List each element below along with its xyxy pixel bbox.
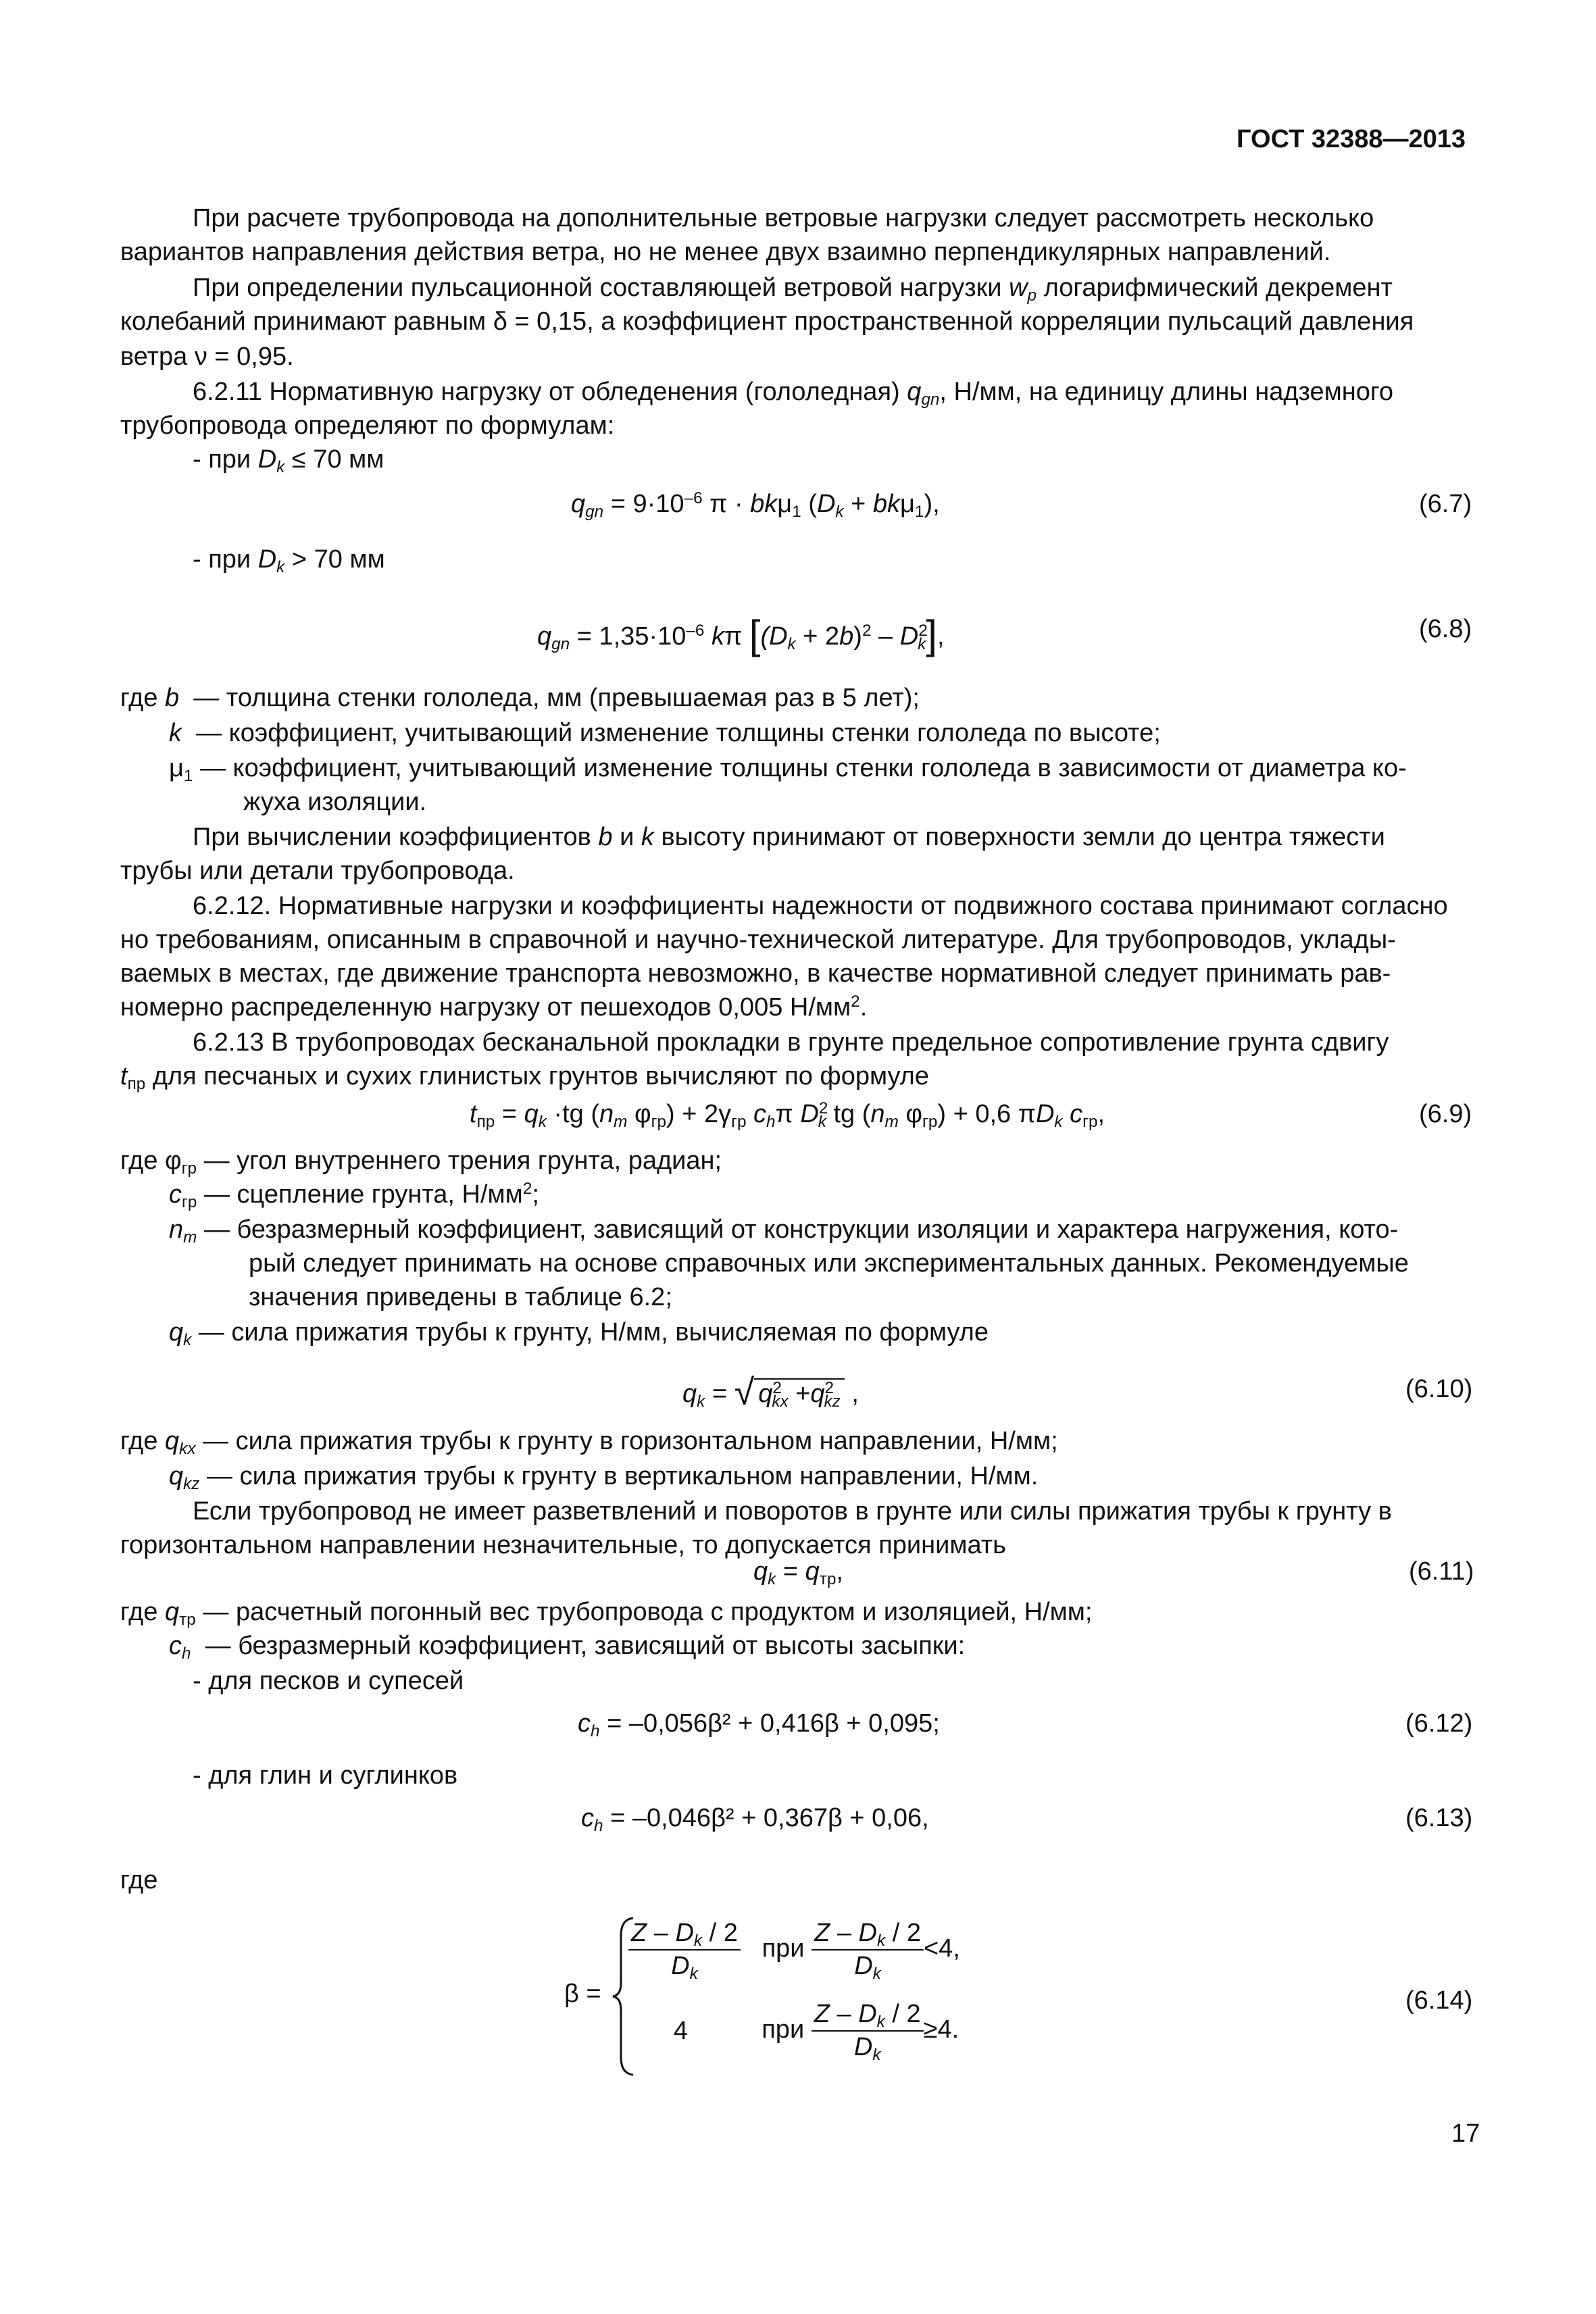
condition-line: - для глин и суглинков <box>193 1761 458 1790</box>
equation-6-14-lhs: β = <box>564 1980 601 2008</box>
definition-line: где $q_{тр}$ — расчетный погонный вес трубопровода с продуктом и изоляцией, Н/мм; <box>120 1598 1093 1629</box>
standard-header: ГОСТ 32388—2013 <box>1237 125 1466 153</box>
definition-line: $c_h$ — безразмерный коэффициент, зависящий от высоты засыпки: <box>169 1632 966 1663</box>
equation-number: (6.10) <box>1405 1375 1473 1403</box>
condition-line: - для песков и супесей <box>193 1667 464 1695</box>
definition-line: $c_{гр}$ — сцепление грунта, $Н/мм^2$; <box>169 1179 539 1211</box>
paragraph-line: При вычислении коэффициентов b и k высоту принимают от поверхности земли до центра тяжести <box>193 823 1385 851</box>
definition-line: $\mu_1$ — коэффициент, учитывающий изменение толщины стенки гололеда в зависимости от диаметра ко- <box>169 754 1407 785</box>
paragraph-line: горизонтальном направлении незначительные, то допускается принимать <box>120 1531 1006 1559</box>
definition-line: где $q_{kx}$ — сила прижатия трубы к грунту в горизонтальном направлении, Н/мм; <box>120 1427 1058 1458</box>
definition-line: $n_m$ — безразмерный коэффициент, зависящий от конструкции изоляции и характера нагружения, кото- <box>169 1215 1399 1247</box>
paragraph-line: трубопровода определяют по формулам: <box>120 411 615 440</box>
where-label: где <box>120 1866 158 1894</box>
paragraph-line: ветра ν = 0,95. <box>120 343 294 371</box>
paragraph-line: трубы или детали трубопровода. <box>120 857 515 885</box>
paragraph-line: Если трубопровод не имеет разветвлений и поворотов в грунте или силы прижатия трубы к грунту в <box>193 1497 1392 1526</box>
equation-number: (6.13) <box>1405 1804 1473 1832</box>
paragraph-line: номерно распределенную нагрузку от пешеходов 0,005 $Н/мм^2$. <box>120 992 868 1022</box>
paragraph-line: При определении пульсационной составляющей ветровой нагрузки $w_p$ логарифмический декремент <box>193 274 1393 305</box>
equation-6-14-case2: 4 при $\frac{Z - D_k / 2}{D_k}$ ≥4. <box>673 2000 959 2064</box>
equation-number: (6.14) <box>1405 1986 1473 2015</box>
paragraph-line: вариантов направления действия ветра, но не менее двух взаимно перпендикулярных направлений. <box>120 238 1331 266</box>
equation-number: (6.7) <box>1419 490 1472 518</box>
paragraph-line: 6.2.13 В трубопроводах бесканальной прокладки в грунте предельное сопротивление грунта сдвигу <box>193 1028 1389 1057</box>
definition-line: $q_{kz}$ — сила прижатия трубы к грунту в вертикальном направлении, Н/мм. <box>169 1462 1039 1493</box>
page-number: 17 <box>1451 2119 1480 2148</box>
equation-6-7: $q_{gn} = 9\cdot 10^{-6}$ π · bkμ$_1$ $(D_k + bk\mu_1)$, <box>571 488 940 521</box>
equation-number: (6.11) <box>1409 1557 1474 1586</box>
definition-line: $q_k$ — сила прижатия трубы к грунту, Н/мм, вычисляемая по формуле <box>169 1318 989 1349</box>
equation-6-9: $t_{пр} = q_k \cdot tg$ ($n_m$ $\varphi_{гр}) + 2\gamma_{гр}$ $c_h\pi$ $D^2_k$ tg ($n_m$ $\varphi_{гр}) + 0,6$ $\pi D_k$ $c_{гр}$, <box>470 1099 1105 1131</box>
definition-line: k — коэффициент, учитывающий изменение толщины стенки гололеда по высоте; <box>169 719 1161 747</box>
equation-number: (6.12) <box>1405 1709 1473 1738</box>
definition-line: жуха изоляции. <box>243 788 427 816</box>
equation-6-11: $q_k = q_{тр}$, <box>753 1557 843 1588</box>
equation-number: (6.8) <box>1419 615 1472 643</box>
equation-6-8: $q_{gn} = 1,35\cdot 10^{-6}$ kπ $[(D_k + 2b)^2 - D^2_k]$, <box>537 612 945 657</box>
paragraph-line: 6.2.11 Нормативную нагрузку от обледенения (гололедная) $q_{gn}$, Н/мм, на единицу длины надземного <box>193 378 1394 409</box>
condition-line: - при $D_k > 70$ мм <box>193 545 385 576</box>
definition-line: где b — толщина стенки гололеда, мм (превышаемая раз в 5 лет); <box>120 684 920 712</box>
definition-line: где $\varphi_{гр}$ — угол внутреннего трения грунта, радиан; <box>120 1147 722 1178</box>
paragraph-line: $t_{пр}$ для песчаных и сухих глинистых грунтов вычисляют по формуле <box>120 1062 929 1093</box>
equation-6-12: $c_h = -0,056\beta^2 + 0,416\beta + 0,095$; <box>578 1709 940 1740</box>
equation-6-10: $q_k$ = √ $q^2_{kx} +q^2_{kz}$ , <box>682 1372 859 1413</box>
paragraph-line: но требованиям, описанным в справочной и научно-технической литературе. Для трубопроводов, уклады- <box>120 926 1396 954</box>
paragraph-line: ваемых в местах, где движение транспорта невозможно, в качестве нормативной следует принимать рав- <box>120 959 1391 988</box>
equation-number: (6.9) <box>1419 1100 1472 1128</box>
definition-line: значения приведены в таблице 6.2; <box>249 1283 672 1311</box>
condition-line: - при $D_k \le 70$ мм <box>193 445 384 476</box>
definition-line: рый следует принимать на основе справочных или экспериментальных данных. Рекомендуемые <box>249 1249 1409 1278</box>
equation-6-13: $c_h = -0,046\beta^2 + 0,367\beta + 0,06$, <box>581 1804 929 1835</box>
paragraph-line: колебаний принимают равным δ = 0,15, а коэффициент пространственной корреляции пульсаций давления <box>120 307 1414 336</box>
equation-6-14-case1: $\frac{Z - D_k / 2}{D_k}$ при $\frac{Z - D_k / 2}{D_k}$ <4, <box>628 1919 960 1981</box>
paragraph-line: 6.2.12. Нормативные нагрузки и коэффициенты надежности от подвижного состава принимают согласно <box>193 892 1448 920</box>
paragraph-line: При расчете трубопровода на дополнительные ветровые нагрузки следует рассмотреть несколько <box>193 204 1374 232</box>
